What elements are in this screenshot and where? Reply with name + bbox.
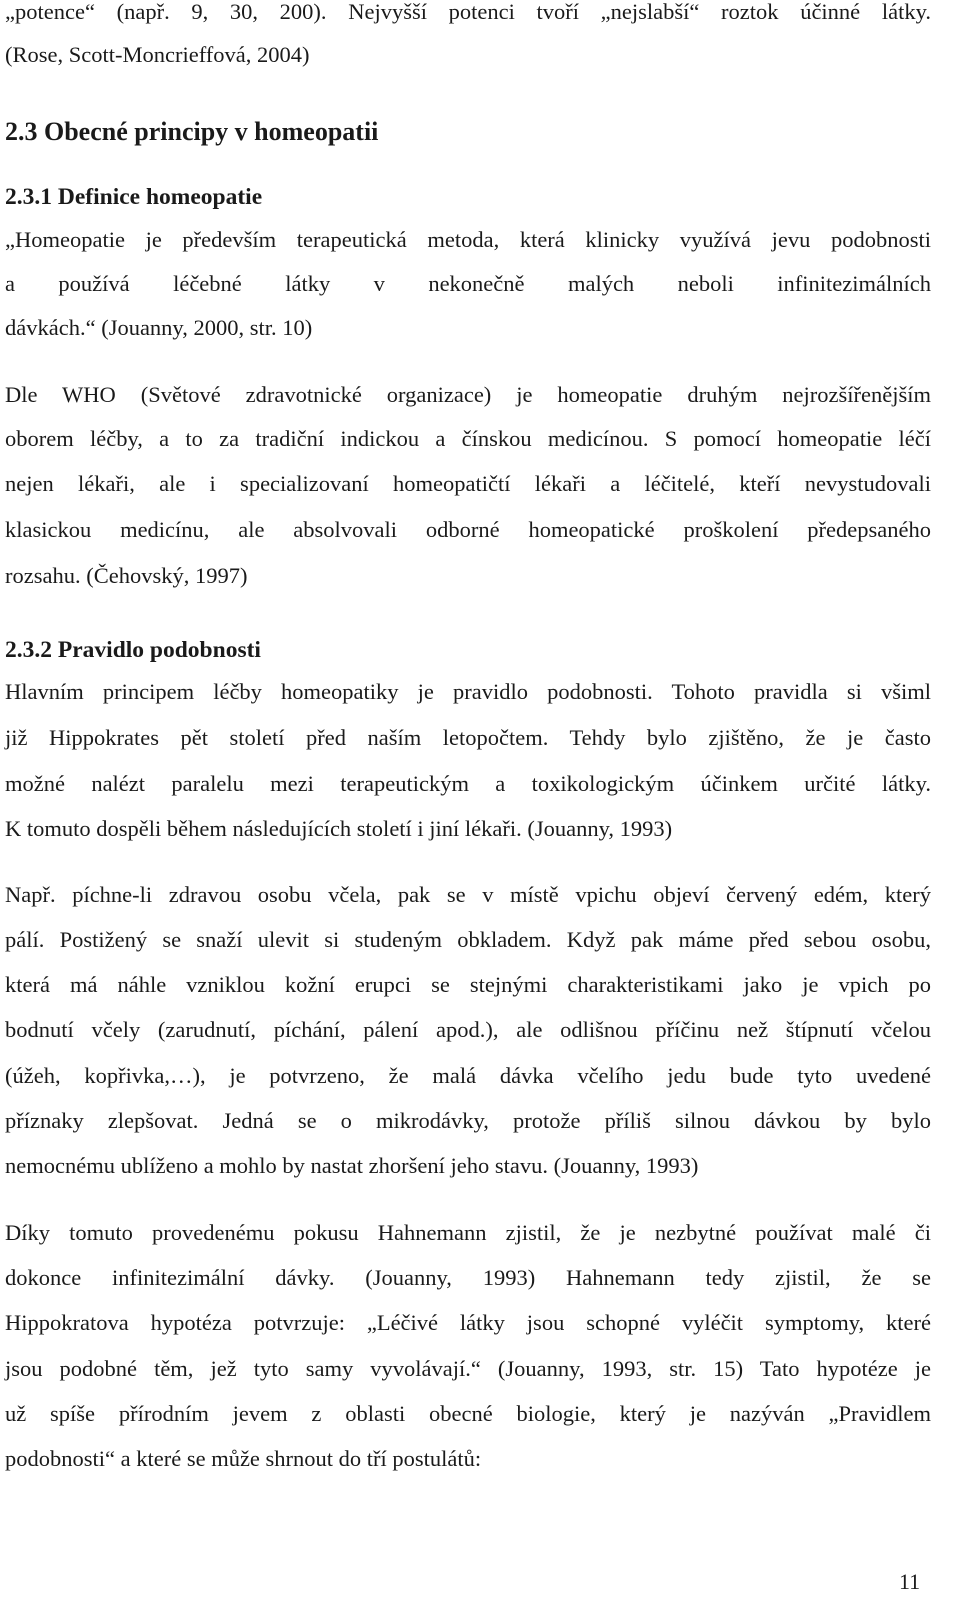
text-line: „potence“ (např. 9, 30, 200). Nejvyšší potenci tvoří „nejslabší“ roztok účinné látky. (5, 0, 931, 24)
text-line: rozsahu. (Čehovský, 1997) (5, 563, 248, 588)
subsection-heading: 2.3.1 Definice homeopatie (5, 184, 263, 210)
subsection-heading: 2.3.2 Pravidlo podobnosti (5, 637, 261, 663)
text-line: již Hippokrates pět století před naším letopočtem. Tehdy bylo zjištěno, že je často (5, 725, 931, 750)
text-line: podobnosti“ a které se může shrnout do tří postulátů: (5, 1446, 482, 1471)
text-line: dokonce infinitezimální dávky. (Jouanny, 1993) Hahnemann tedy zjistil, že se (5, 1265, 931, 1290)
page-number: 11 (899, 1569, 921, 1594)
text-line: a používá léčebné látky v nekonečně malých neboli infinitezimálních (5, 271, 931, 296)
text-line: K tomuto dospěli během následujících století i jiní lékaři. (Jouanny, 1993) (5, 816, 673, 841)
text-line: jsou podobné těm, jež tyto samy vyvolávají.“ (Jouanny, 1993, str. 15) Tato hypotéze je (5, 1356, 931, 1381)
text-line: bodnutí včely (zarudnutí, píchání, pálení apod.), ale odlišnou příčinu než štípnutí včelou (5, 1017, 931, 1042)
text-line: Dle WHO (Světové zdravotnické organizace) je homeopatie druhým nejrozšířenějším (5, 382, 931, 407)
text-line: která má náhle vzniklou kožní erupci se stejnými charakteristikami jako je vpich po (5, 972, 931, 997)
text-line: už spíše přírodním jevem z oblasti obecné biologie, který je nazýván „Pravidlem (5, 1401, 931, 1426)
text-line: Hlavním principem léčby homeopatiky je pravidlo podobnosti. Tohoto pravidla si všiml (5, 679, 931, 704)
text-line: pálí. Postižený se snaží ulevit si studeným obkladem. Když pak máme před sebou osobu, (5, 927, 931, 952)
text-line: Díky tomuto provedenému pokusu Hahnemann zjistil, že je nezbytné používat malé či (5, 1220, 931, 1245)
text-line: „Homeopatie je především terapeutická metoda, která klinicky využívá jevu podobnosti (5, 227, 931, 252)
text-line: (úžeh, kopřivka,…), je potvrzeno, že malá dávka včelího jedu bude tyto uvedené (5, 1063, 931, 1088)
text-line: Např. píchne-li zdravou osobu včela, pak se v místě vpichu objeví červený edém, který (5, 882, 931, 907)
text-line: nemocnému ublíženo a mohlo by nastat zhoršení jeho stavu. (Jouanny, 1993) (5, 1153, 699, 1178)
text-line: Hippokratova hypotéza potvrzuje: „Léčivé látky jsou schopné vyléčit symptomy, které (5, 1310, 931, 1335)
text-line: klasickou medicínu, ale absolvovali odborné homeopatické proškolení předepsaného (5, 517, 931, 542)
text-line: oborem léčby, a to za tradiční indickou a čínskou medicínou. S pomocí homeopatie léčí (5, 426, 931, 451)
text-line: možné nalézt paralelu mezi terapeutickým a toxikologickým účinkem určité látky. (5, 771, 931, 796)
text-line: příznaky zlepšovat. Jedná se o mikrodávky, protože příliš silnou dávkou by bylo (5, 1108, 931, 1133)
text-line: (Rose, Scott-Moncrieffová, 2004) (5, 42, 310, 67)
text-line: nejen lékaři, ale i specializovaní homeopatičtí lékaři a léčitelé, kteří nevystudovali (5, 471, 931, 496)
section-heading: 2.3 Obecné principy v homeopatii (5, 117, 379, 146)
text-line: dávkách.“ (Jouanny, 2000, str. 10) (5, 315, 313, 340)
